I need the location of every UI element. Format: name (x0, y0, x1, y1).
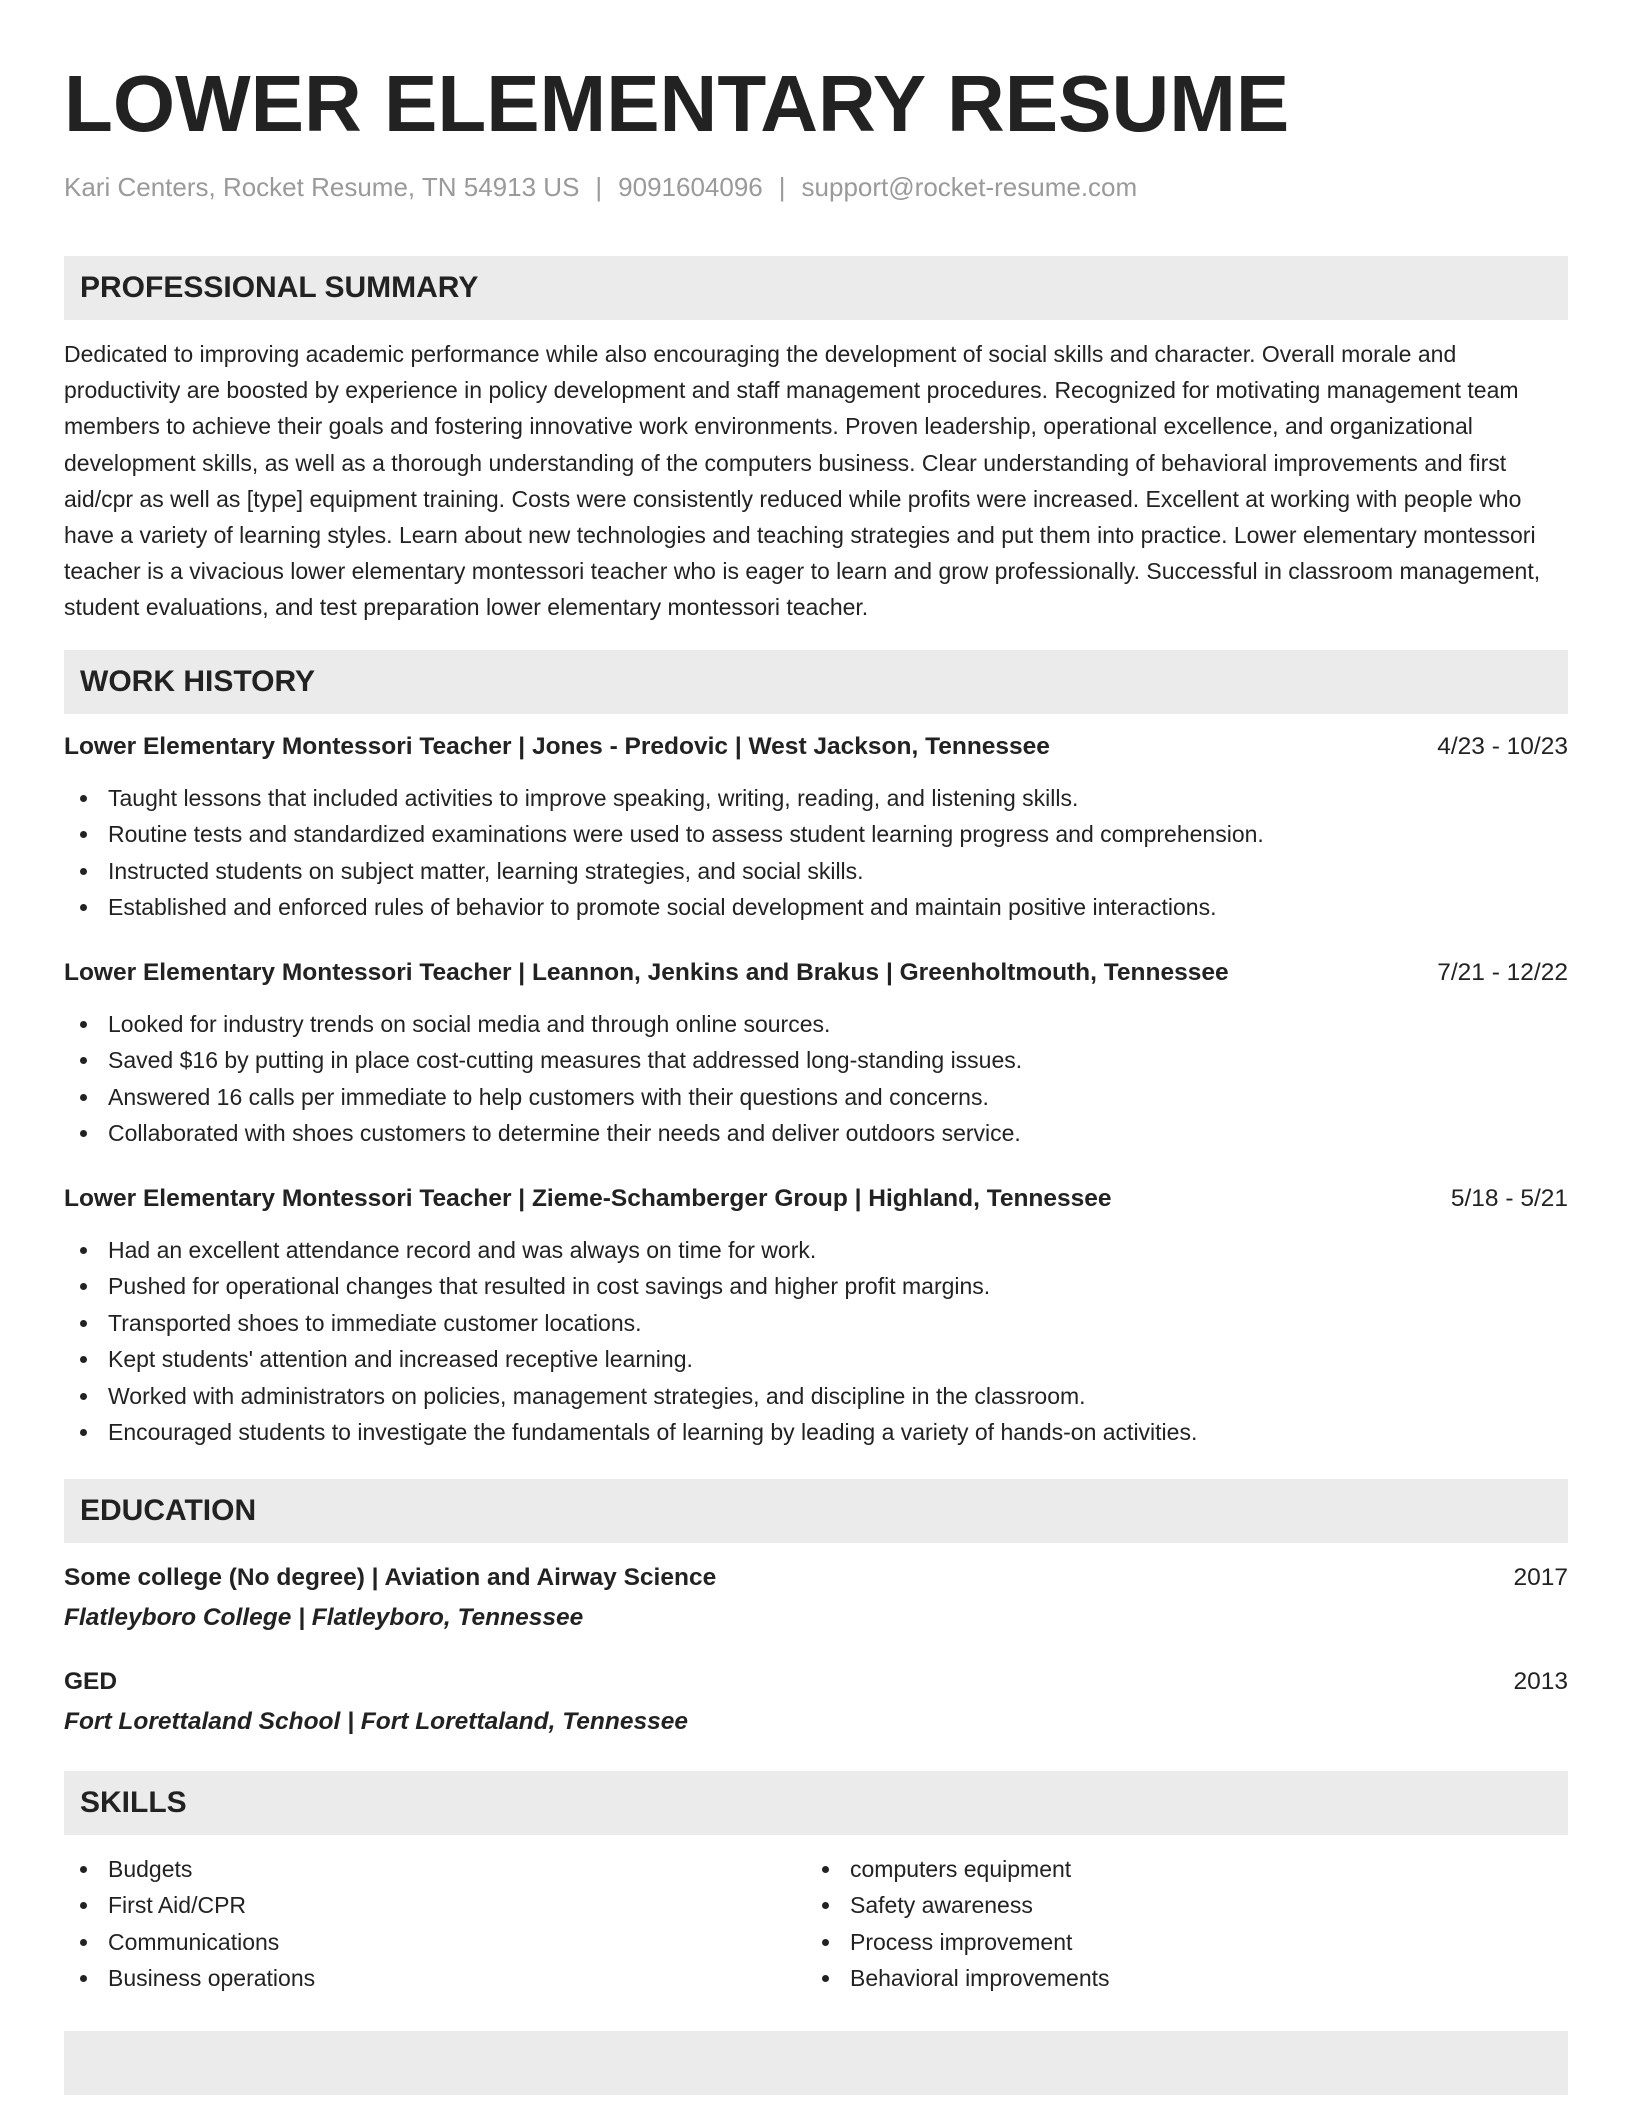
job-dates: 5/18 - 5/21 (1450, 1184, 1568, 1212)
job-bullet: Pushed for operational changes that resulted in cost savings and higher profit margins. (64, 1268, 1568, 1305)
job-title: Lower Elementary Montessori Teacher | Zieme-Schamberger Group | Highland, Tennessee (64, 1184, 1112, 1212)
skills-grid (64, 1851, 1568, 1997)
resume-page (64, 0, 1568, 2095)
education-degree: Some college (No degree) | Aviation and Airway Science (64, 1563, 717, 1591)
job-bullet: Taught lessons that included activities to improve speaking, writing, reading, and listening skills. (64, 780, 1568, 817)
education-year: 2013 (1513, 1667, 1568, 1695)
contact-email: support@rocket-resume.com (801, 172, 1138, 202)
skill-item: Budgets (64, 1851, 806, 1888)
job-dates: 7/21 - 12/22 (1437, 958, 1568, 986)
next-section-header (64, 2031, 1568, 2095)
skills-column-right (806, 1851, 1548, 1997)
education-school: Fort Lorettaland School | Fort Lorettaland, Tennessee (64, 1707, 688, 1735)
education-school: Flatleyboro College | Flatleyboro, Tennessee (64, 1603, 584, 1631)
job-bullet: Collaborated with shoes customers to determine their needs and deliver outdoors service. (64, 1115, 1568, 1152)
education-header (64, 1667, 1568, 1697)
summary-section-header: PROFESSIONAL SUMMARY (64, 256, 1568, 320)
job-bullet: Established and enforced rules of behavior to promote social development and maintain positive interactions. (64, 889, 1568, 926)
job-bullet: Encouraged students to investigate the fundamentals of learning by leading a variety of hands-on activities. (64, 1414, 1568, 1451)
job-bullet: Saved $16 by putting in place cost-cutting measures that addressed long-standing issues. (64, 1042, 1568, 1079)
education-section-header: EDUCATION (64, 1479, 1568, 1543)
skills-column-left (64, 1851, 806, 1997)
contact-separator: | (778, 172, 786, 202)
skill-item: Safety awareness (806, 1887, 1548, 1924)
work-history-section-header: WORK HISTORY (64, 650, 1568, 714)
job-bullet: Kept students' attention and increased receptive learning. (64, 1341, 1568, 1378)
job-bullets (64, 1232, 1568, 1451)
job-bullet: Transported shoes to immediate customer locations. (64, 1305, 1568, 1342)
job-header (64, 732, 1568, 762)
skill-item: Business operations (64, 1960, 806, 1997)
job-bullets (64, 780, 1568, 926)
job-dates: 4/23 - 10/23 (1437, 732, 1568, 760)
job-header (64, 958, 1568, 988)
education-year: 2017 (1513, 1563, 1568, 1591)
job-bullet: Looked for industry trends on social media and through online sources. (64, 1006, 1568, 1043)
skill-item: Communications (64, 1924, 806, 1961)
skill-item: First Aid/CPR (64, 1887, 806, 1924)
job-bullets (64, 1006, 1568, 1152)
job-entry (64, 1184, 1568, 1451)
job-entry (64, 958, 1568, 1152)
skill-item: Behavioral improvements (806, 1960, 1548, 1997)
education-header (64, 1563, 1568, 1593)
job-entry (64, 732, 1568, 926)
job-bullet: Routine tests and standardized examinations were used to assess student learning progress and comprehension. (64, 816, 1568, 853)
education-entry (64, 1667, 1568, 1737)
job-bullet: Instructed students on subject matter, learning strategies, and social skills. (64, 853, 1568, 890)
job-bullet: Answered 16 calls per immediate to help customers with their questions and concerns. (64, 1079, 1568, 1116)
education-degree: GED (64, 1667, 118, 1695)
summary-text: Dedicated to improving academic performance while also encouraging the development of social skills and character. Overall morale and productivity are boosted by experience in policy development and staff management procedures. Recognized for motivating management team members to achieve their goals and fostering innovative work environments. Proven leadership, operational excellence, and organizational development skills, as well as a thorough understanding of the computers business. Clear understanding of behavioral improvements and first aid/cpr as well as [type] equipment training. Costs were consistently reduced while profits were increased. Excellent at working with people who have a variety of learning styles. Learn about new technologies and teaching strategies and put them into practice. Lower elementary montessori teacher is a vivacious lower elementary montessori teacher who is eager to learn and grow professionally. Successful in classroom management, student evaluations, and test preparation lower elementary montessori teacher. (64, 341, 1541, 621)
skill-item: Process improvement (806, 1924, 1548, 1961)
job-header (64, 1184, 1568, 1214)
skills-section-header: SKILLS (64, 1771, 1568, 1835)
resume-title: LOWER ELEMENTARY RESUME (64, 59, 1290, 148)
job-title: Lower Elementary Montessori Teacher | Jones - Predovic | West Jackson, Tennessee (64, 732, 1050, 760)
education-entry (64, 1563, 1568, 1633)
skill-item: computers equipment (806, 1851, 1548, 1888)
contact-address: Kari Centers, Rocket Resume, TN 54913 US (64, 172, 580, 202)
contact-separator: | (595, 172, 603, 202)
job-title: Lower Elementary Montessori Teacher | Leannon, Jenkins and Brakus | Greenholtmouth, Tennessee (64, 958, 1229, 986)
contact-line (64, 172, 1568, 202)
job-bullet: Had an excellent attendance record and was always on time for work. (64, 1232, 1568, 1269)
contact-phone: 9091604096 (618, 172, 763, 202)
job-bullet: Worked with administrators on policies, management strategies, and discipline in the classroom. (64, 1378, 1568, 1415)
